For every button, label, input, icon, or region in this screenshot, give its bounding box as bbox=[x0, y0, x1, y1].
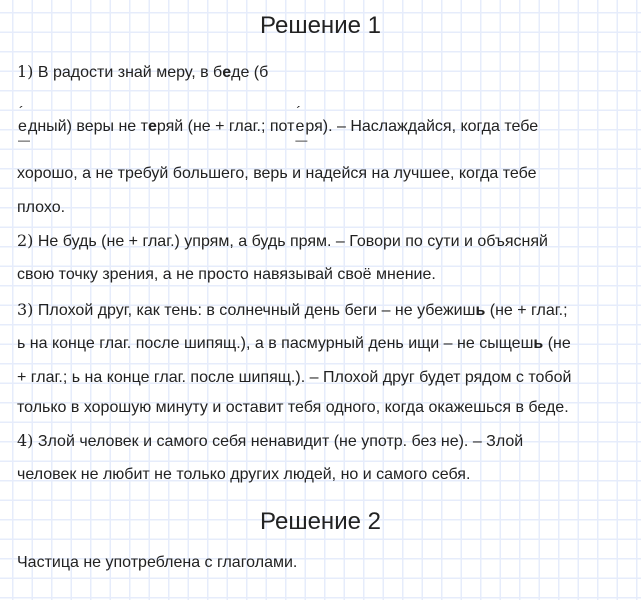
item-4-line-1 bbox=[17, 431, 523, 452]
item-2-line-2: свою точку зрения, а не просто навязывай своё мнение. bbox=[17, 266, 436, 283]
item-number: 2) bbox=[17, 231, 34, 250]
bold-letter: е bbox=[222, 64, 232, 81]
bold-letter: ь bbox=[533, 335, 544, 352]
item-3-line-3: + глаг.; ь на конце глаг. после шипящ.). – Плохой друг будет рядом с тобой bbox=[17, 369, 572, 386]
bold-letter: е bbox=[147, 118, 157, 135]
text: де (б bbox=[231, 64, 269, 81]
text: ряй (не + глаг.; пот bbox=[156, 118, 295, 135]
text: (не bbox=[543, 335, 571, 352]
item-1-line-1 bbox=[17, 62, 268, 83]
text: ь на конце глаг. после шипящ.), а в пасмурный день ищи – не сыщеш bbox=[17, 335, 534, 352]
accented-letter: ´ е — bbox=[295, 103, 308, 147]
text: Злой человек и самого себя ненавидит (не употр. без не). – Злой bbox=[37, 433, 524, 450]
text: ря). – Наслаждайся, когда тебе bbox=[305, 118, 539, 135]
item-1-line-2 bbox=[17, 103, 539, 147]
text: дный) веры не т bbox=[28, 118, 148, 135]
text: Не будь (не + глаг.) упрям, а будь прям. – Говори по сути и объясняй bbox=[37, 233, 548, 250]
item-number: 1) bbox=[17, 62, 34, 81]
bold-letter: ь bbox=[475, 302, 486, 319]
text: В радости знай меру, в б bbox=[37, 64, 223, 81]
item-3-line-2 bbox=[17, 334, 571, 354]
solution-1-title: Решение 1 bbox=[260, 12, 381, 39]
item-number: 4) bbox=[17, 431, 34, 450]
solution-2-title: Решение 2 bbox=[260, 508, 381, 535]
item-number: 3) bbox=[17, 300, 34, 319]
item-2-line-1 bbox=[17, 231, 548, 252]
solution-2-text: Частица не употреблена с глаголами. bbox=[17, 554, 298, 571]
item-3-line-1 bbox=[17, 300, 568, 321]
text: (не + глаг.; bbox=[485, 302, 568, 319]
text: Плохой друг, как тень: в солнечный день беги – не убежиш bbox=[37, 302, 476, 319]
item-1-line-4: плохо. bbox=[17, 199, 66, 216]
accented-letter: ´ е — bbox=[18, 103, 30, 147]
item-4-line-2: человек не любит не только других людей, но и самого себя. bbox=[17, 466, 471, 483]
item-1-line-3: хорошо, а не требуй большего, верь и надейся на лучшее, когда тебе bbox=[17, 165, 537, 182]
item-3-line-4: только в хорошую минуту и оставит тебя одного, когда окажешься в беде. bbox=[17, 399, 569, 416]
